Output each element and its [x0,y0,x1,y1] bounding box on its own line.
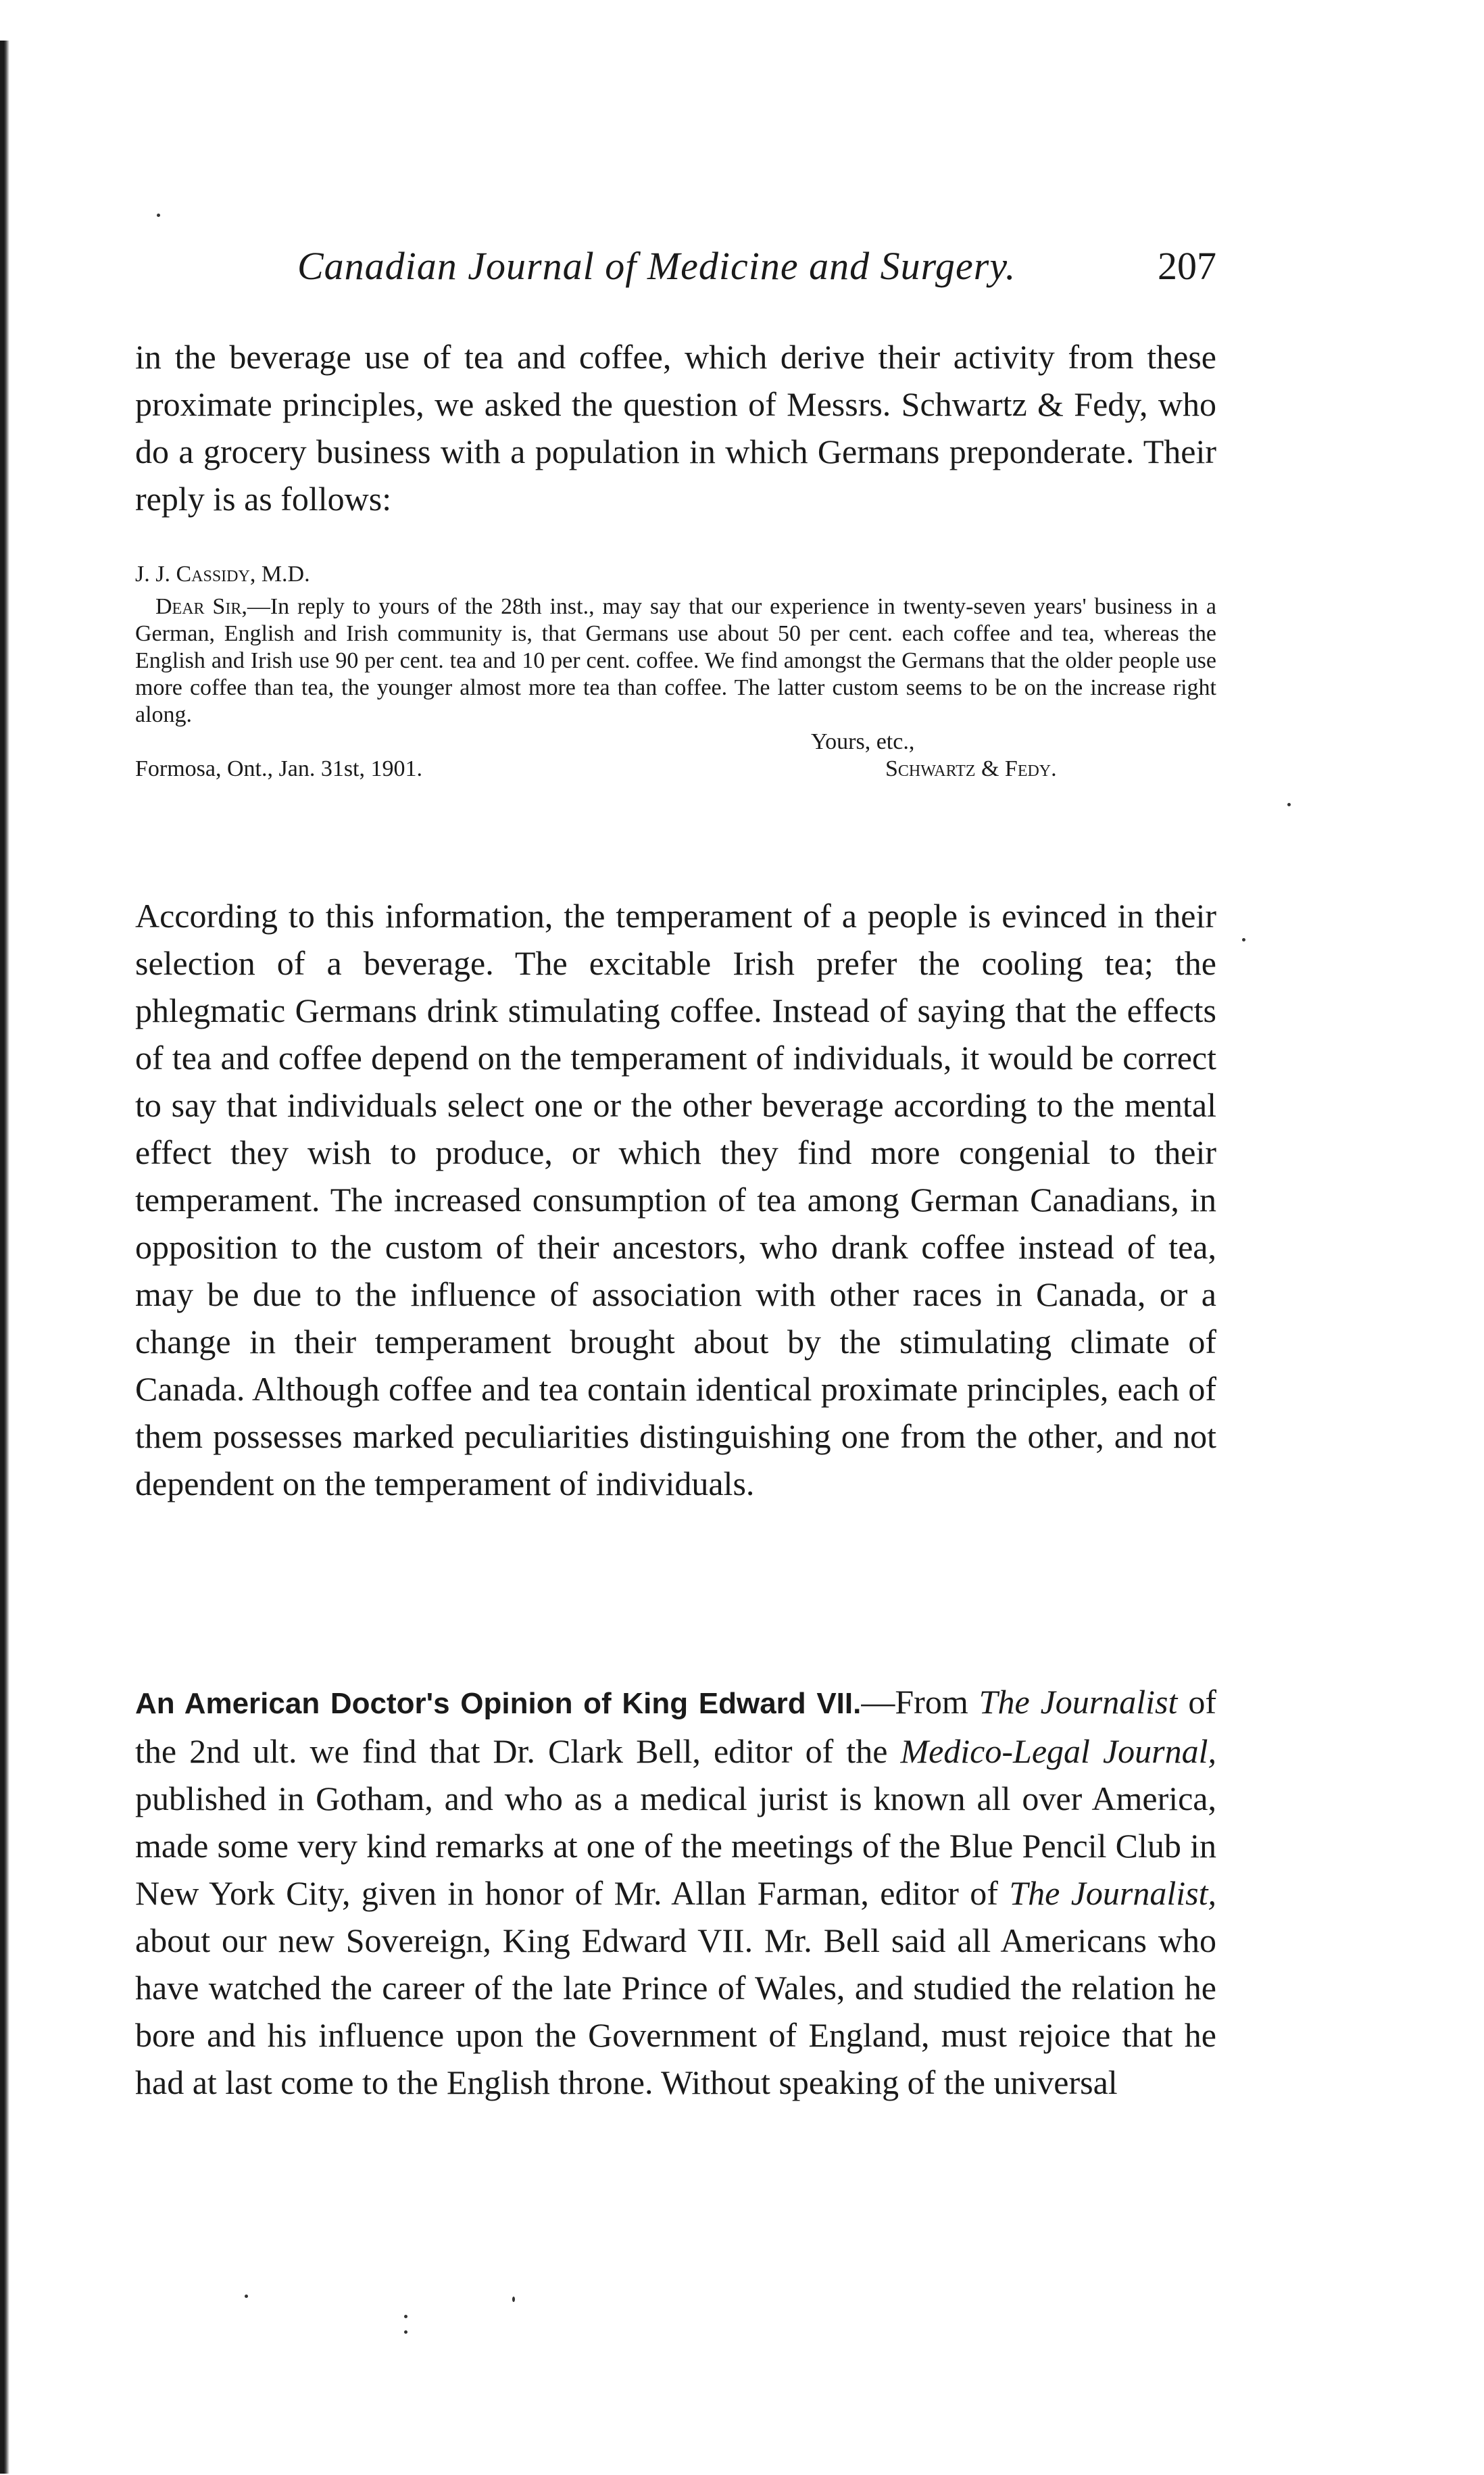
letter-salutation: Dear Sir, [155,594,247,619]
journalist-title-2: The Journalist, [1009,1874,1216,1912]
letter-place-date: Formosa, Ont., Jan. 31st, 1901. [135,756,422,781]
journalist-title-1: The Journalist [979,1683,1178,1721]
quoted-letter [135,561,1216,785]
scan-speck [1287,803,1291,806]
page-number: 207 [1158,244,1216,288]
journal-title: Canadian Journal of Medicine and Surgery. [297,244,1016,288]
scan-speck [1242,938,1245,941]
binding-edge [0,41,9,2474]
medico-legal-title: Medico-Legal Journal, [900,1732,1216,1770]
article-paragraph [135,1678,1216,2106]
letter-text: —In reply to yours of the 28th inst., may say that our experience in twenty-seven years' business in a German, English and Irish community is, that Germans use about 50 per cent. each coffee and tea, whereas the English and Irish use 90 per cent. tea and 10 per cent. coffee. We find amongst the Germans that the older people use more coffee than tea, the younger almost more tea than coffee. The latter custom seems to be on the increase right along. [135,594,1216,727]
scan-speck [512,2297,515,2302]
article-text-1: —From [861,1683,979,1721]
letter-signature: Schwartz & Fedy. [885,756,1057,781]
article-text-4: about our new Sovereign, King Edward VII. Mr. Bell said all Americans who have watched the career of the late Prince of Wales, and studied the relation he bore and his influence upon the Government of England, must rejoice that he had at last come to the English throne. Without speaking of the universal [135,1921,1216,2101]
scan-speck [245,2295,248,2298]
scan-speck [157,214,160,217]
letter-addressee: J. J. Cassidy, M.D. [135,562,310,587]
letter-closing: Yours, etc., [811,729,915,754]
paragraph-temperament: According to this information, the temperament of a people is evinced in their selection of a beverage. The excitable Irish prefer the cooling tea; the phlegmatic Germans drink stimulating coffee. Instead of saying that the effects of tea and coffee depend on the temperament of individuals, it would be correct to say that individuals select one or the other beverage according to the mental effect they wish to produce, or which they find more congenial to their temperament. The increased consumption of tea among German Canadians, in opposition to the custom of their ancestors, who drank coffee instead of tea, may be due to the influence of association with other races in Canada, or a change in their temperament brought about by the stimulating climate of Canada. Although coffee and tea contain identical proximate principles, each of them possesses marked peculiarities distinguishing one from the other, and not dependent on the temperament of individuals. [135,897,1216,1502]
article-text-2: of the 2nd ult. we find that Dr. Clark Bell, editor of the [135,1683,1216,1770]
paragraph-continued: in the beverage use of tea and coffee, which derive their activity from these proximate principles, we asked the question of Messrs. Schwartz & Fedy, who do a grocery business with a population in which Germans preponderate. Their reply is as follows: [135,338,1216,518]
scan-speck [404,2315,407,2318]
article-headline: An American Doctor's Opinion of King Edward VII. [135,1687,862,1720]
running-head [135,243,1216,297]
letter-body [135,593,1216,729]
letter-signoff [135,756,1216,785]
article-text-3: published in Gotham, and who as a medical jurist is known all over America, made some very kind remarks at one of the meetings of the Blue Pencil Club in New York City, given in honor of Mr. Allan Farman, editor of [135,1780,1216,1912]
scan-speck [404,2330,407,2334]
